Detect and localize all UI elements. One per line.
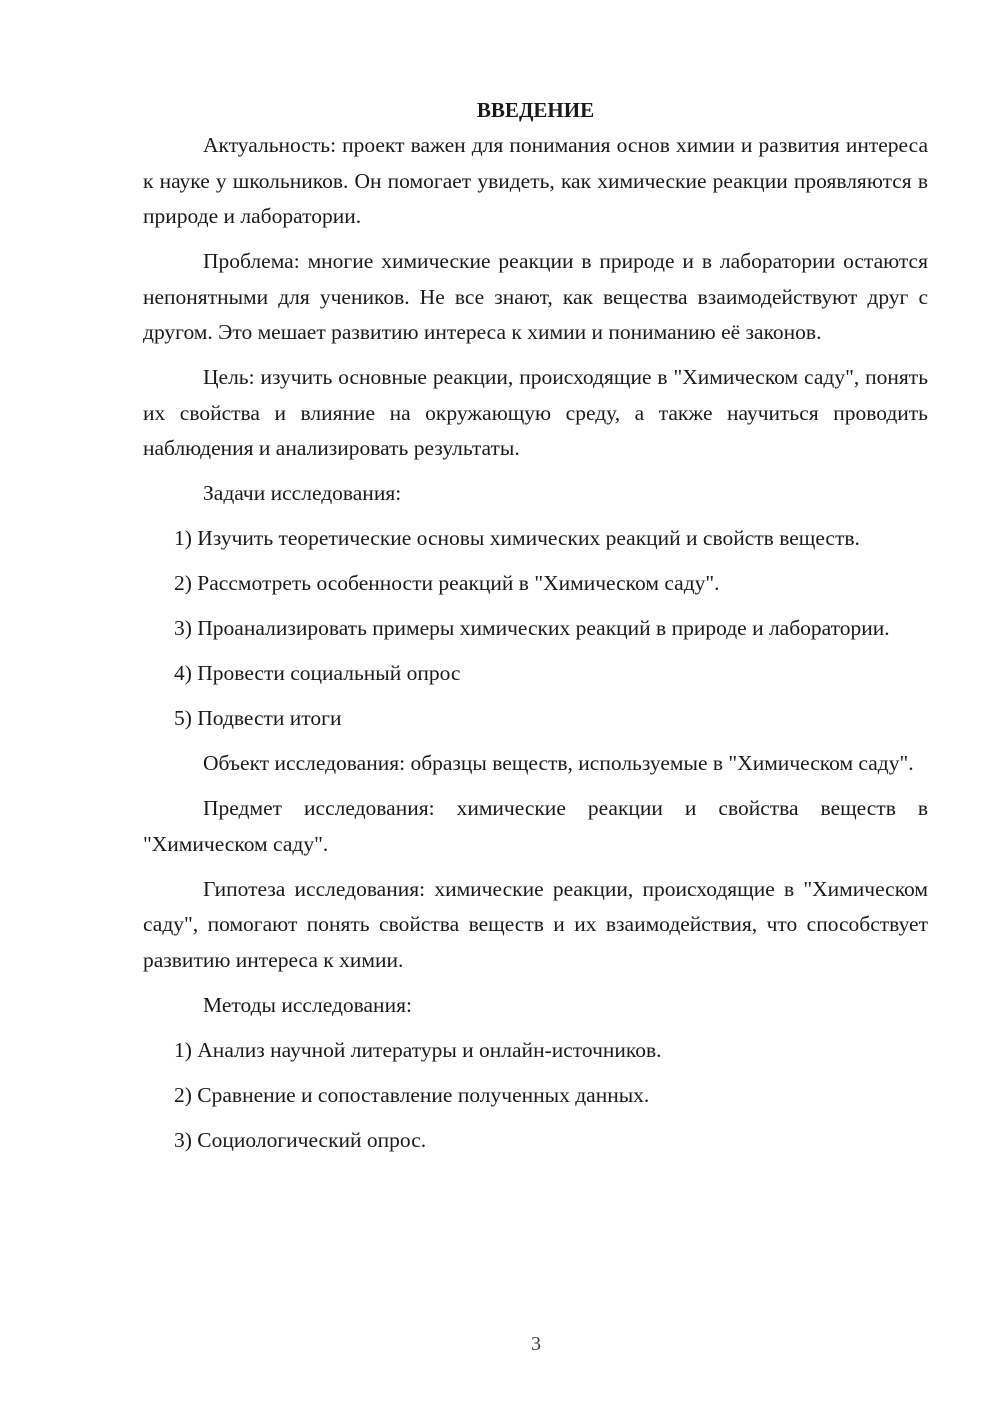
task-item: 4) Провести социальный опрос <box>174 661 461 685</box>
method-item: 3) Социологический опрос. <box>174 1127 427 1152</box>
problem-paragraph: Проблема: многие химические реакции в природе и в лаборатории остаются непонятными для учеников. Не все знают, как вещества взаимодействуют друг с другом. Это мешает развитию интереса к химии и пониманию её законов. <box>143 249 928 344</box>
tasks-heading: Задачи исследования: <box>203 481 402 505</box>
goal-paragraph: Цель: изучить основные реакции, происходящие в "Химическом саду", понять их свойства и влияние на окружающую среду, а также научиться проводить наблюдения и анализировать результаты. <box>143 365 928 460</box>
page-content <box>143 92 928 1158</box>
methods-heading: Методы исследования: <box>203 992 412 1017</box>
relevance-paragraph: Актуальность: проект важен для понимания основ химии и развития интереса к науке у школьников. Он помогает увидеть, как химические реакции проявляются в природе и лаборатории. <box>143 133 928 228</box>
task-item: 5) Подвести итоги <box>174 706 342 730</box>
subject-paragraph: Предмет исследования: химические реакции и свойства веществ в "Химическом саду". <box>143 796 928 856</box>
hypothesis-paragraph: Гипотеза исследования: химические реакции, происходящие в "Химическом саду", помогают понять свойства веществ и их взаимодействия, что способствует развитию интереса к химии. <box>143 876 928 972</box>
method-item: 1) Анализ научной литературы и онлайн-источников. <box>174 1037 662 1062</box>
method-item: 2) Сравнение и сопоставление полученных данных. <box>174 1082 650 1107</box>
task-item: 2) Рассмотреть особенности реакций в "Химическом саду". <box>174 571 720 595</box>
task-item: 1) Изучить теоретические основы химических реакций и свойств веществ. <box>174 526 860 550</box>
object-paragraph: Объект исследования: образцы веществ, используемые в "Химическом саду". <box>203 751 914 775</box>
page-number: 3 <box>531 1333 541 1355</box>
section-heading: ВВЕДЕНИЕ <box>476 98 595 122</box>
task-item: 3) Проанализировать примеры химических реакций в природе и лаборатории. <box>174 616 890 640</box>
